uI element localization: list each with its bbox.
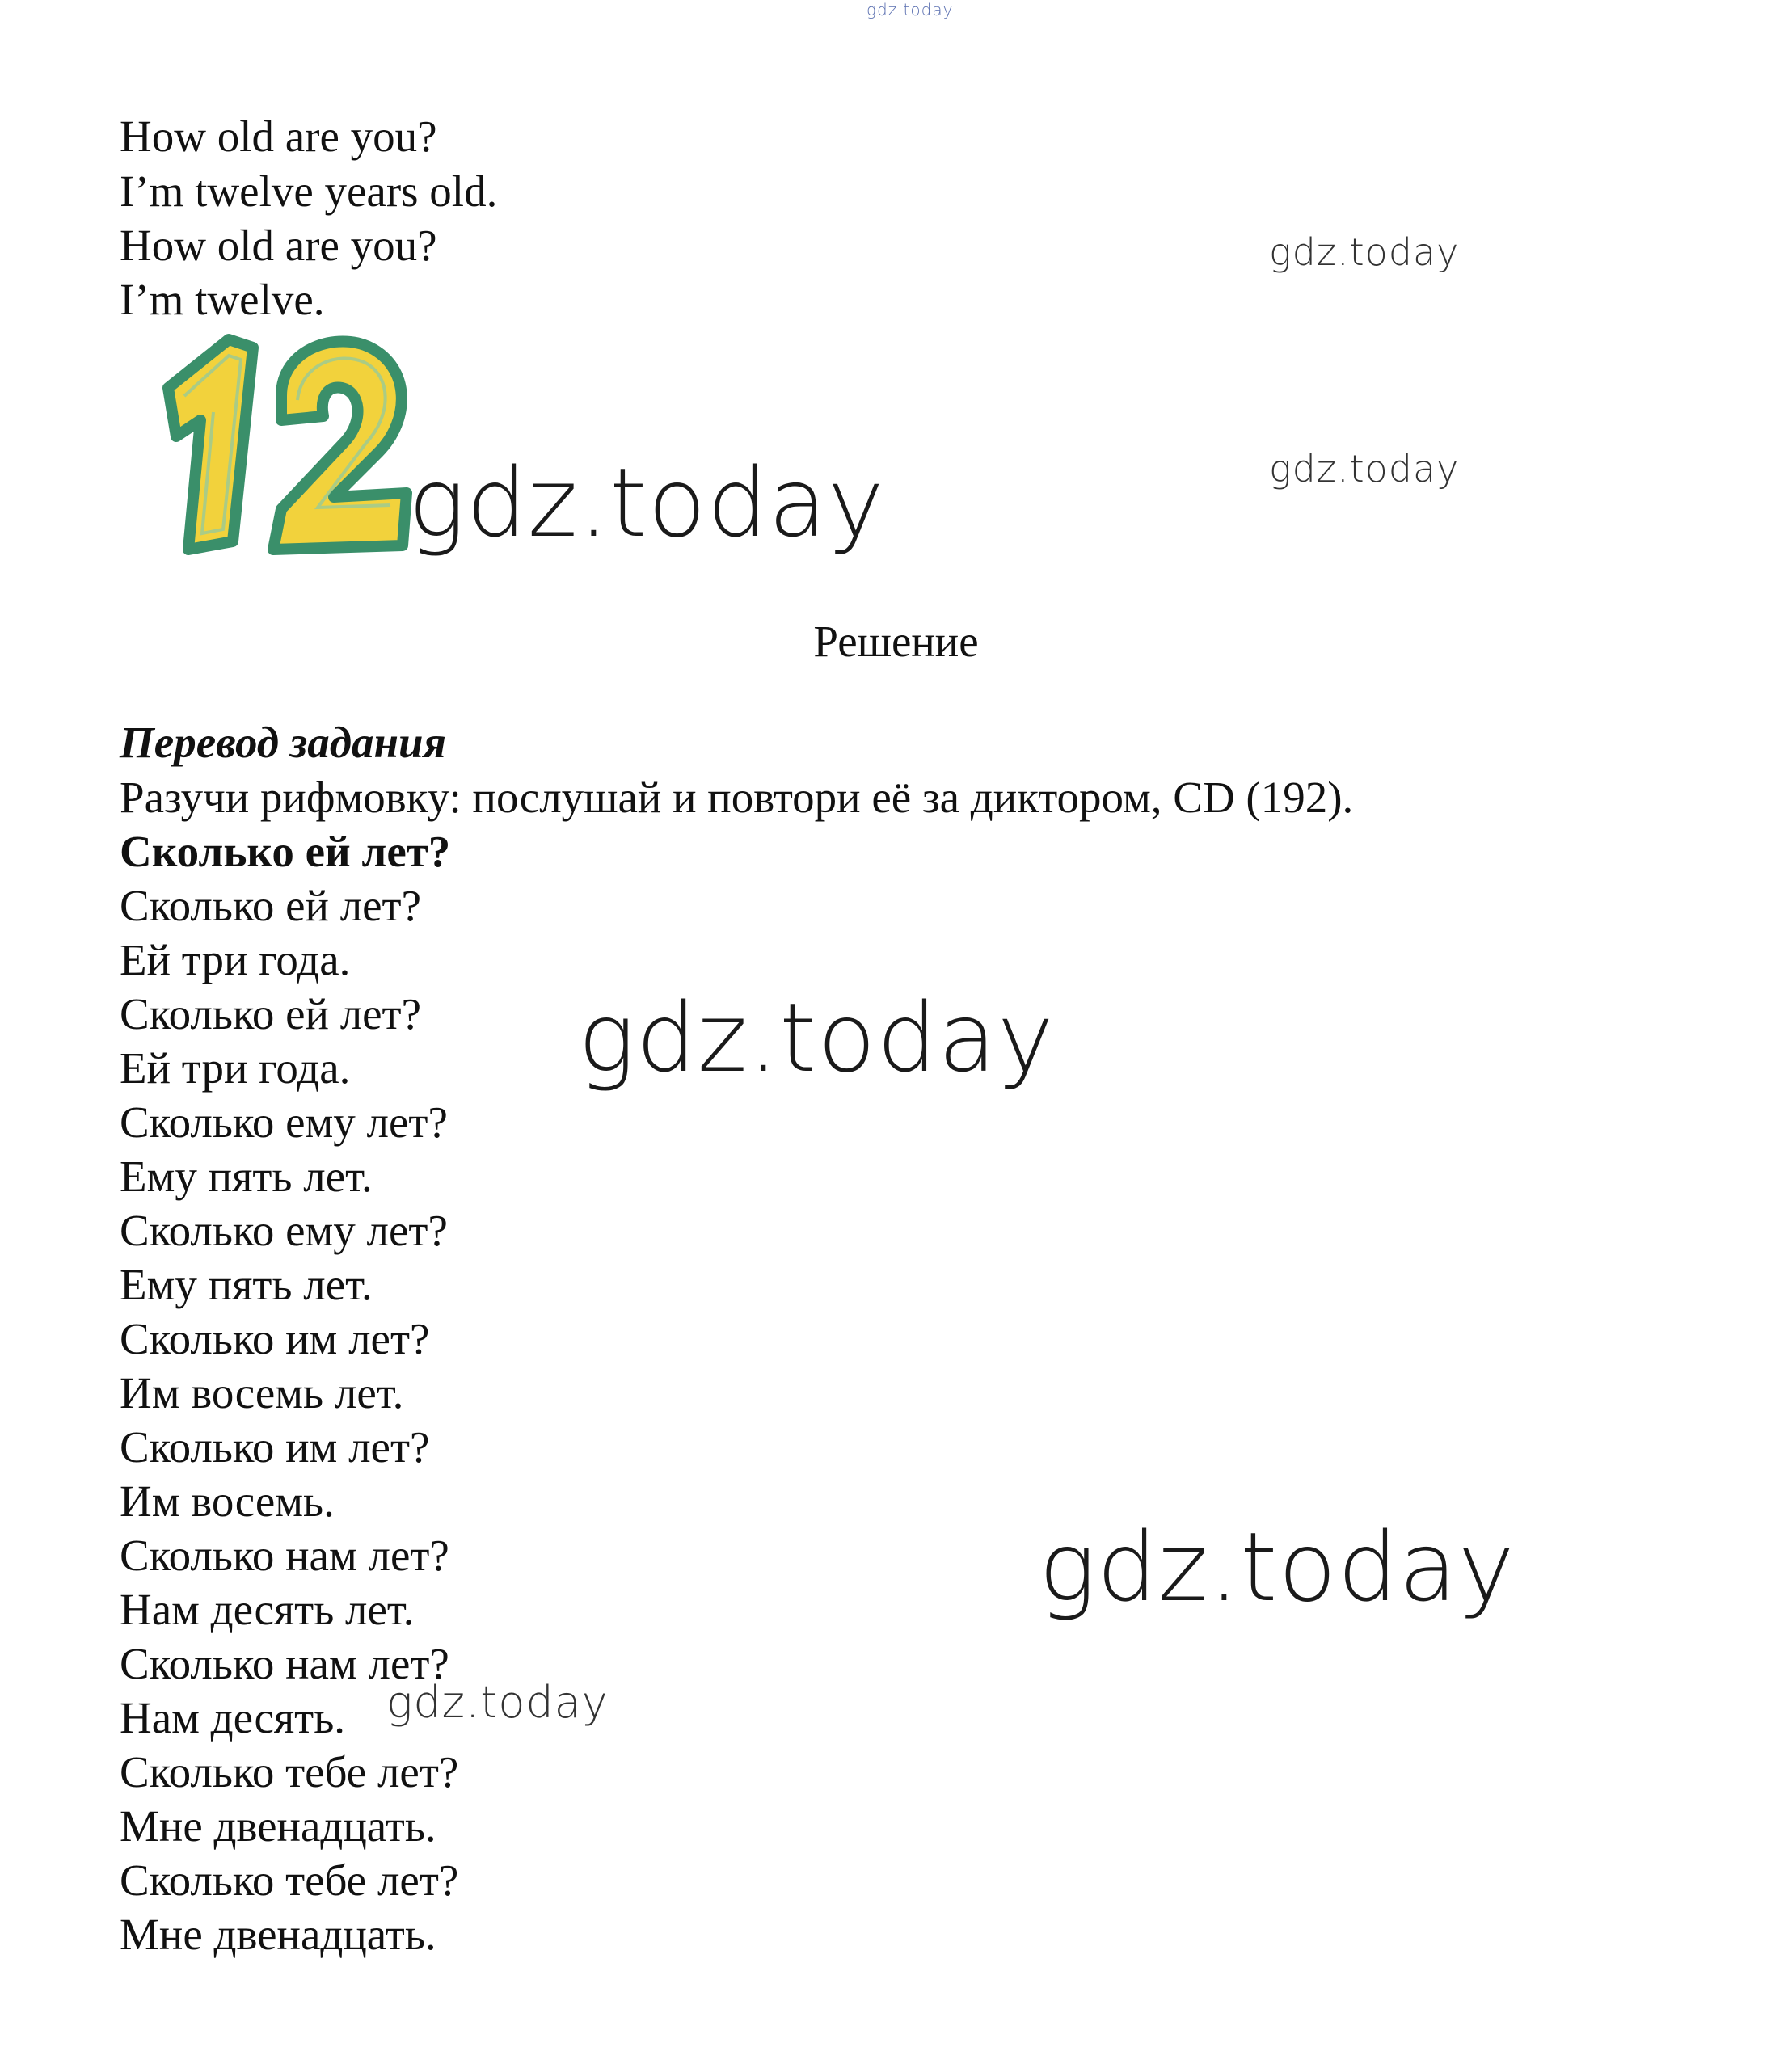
watermark: gdz.today <box>1269 230 1460 274</box>
russian-line: Ему пять лет. <box>120 1152 373 1201</box>
russian-line: Сколько нам лет? <box>120 1639 449 1688</box>
english-line: How old are you? <box>120 221 437 270</box>
russian-line: Им восемь лет. <box>120 1368 404 1417</box>
russian-line: Им восемь. <box>120 1476 335 1526</box>
rhyme-title: Сколько ей лет? <box>120 827 451 876</box>
russian-line: Ему пять лет. <box>120 1260 373 1309</box>
russian-line: Нам десять. <box>120 1693 346 1742</box>
top-watermark: gdz.today <box>866 0 954 19</box>
russian-line: Сколько ему лет? <box>120 1206 448 1255</box>
solution-heading: Решение <box>813 617 979 666</box>
russian-line: Сколько им лет? <box>120 1314 430 1363</box>
watermark: gdz.today <box>1269 447 1460 491</box>
watermark: gdz.today <box>408 447 885 558</box>
russian-line: Сколько тебе лет? <box>120 1855 459 1905</box>
russian-line: Мне двенадцать. <box>120 1910 436 1959</box>
russian-line: Ей три года. <box>120 935 351 984</box>
instruction-text: Разучи рифмовку: послушай и повтори её за диктором, CD (192). <box>120 773 1354 822</box>
watermark: gdz.today <box>386 1677 609 1728</box>
english-line: I’m twelve years old. <box>120 166 498 216</box>
watermark: gdz.today <box>1039 1511 1516 1623</box>
russian-line: Сколько ей лет? <box>120 881 421 930</box>
russian-line: Сколько им лет? <box>120 1422 430 1472</box>
english-line: I’m twelve. <box>120 275 325 324</box>
number-12-picture <box>152 323 427 566</box>
russian-line: Сколько нам лет? <box>120 1531 449 1580</box>
watermark: gdz.today <box>578 982 1055 1093</box>
translation-heading: Перевод задания <box>120 718 446 767</box>
russian-line: Мне двенадцать. <box>120 1801 436 1851</box>
russian-line: Сколько ему лет? <box>120 1097 448 1147</box>
russian-line: Сколько ей лет? <box>120 989 421 1038</box>
english-line: How old are you? <box>120 112 437 161</box>
russian-line: Ей три года. <box>120 1043 351 1093</box>
russian-line: Нам десять лет. <box>120 1585 415 1634</box>
russian-line: Сколько тебе лет? <box>120 1747 459 1797</box>
